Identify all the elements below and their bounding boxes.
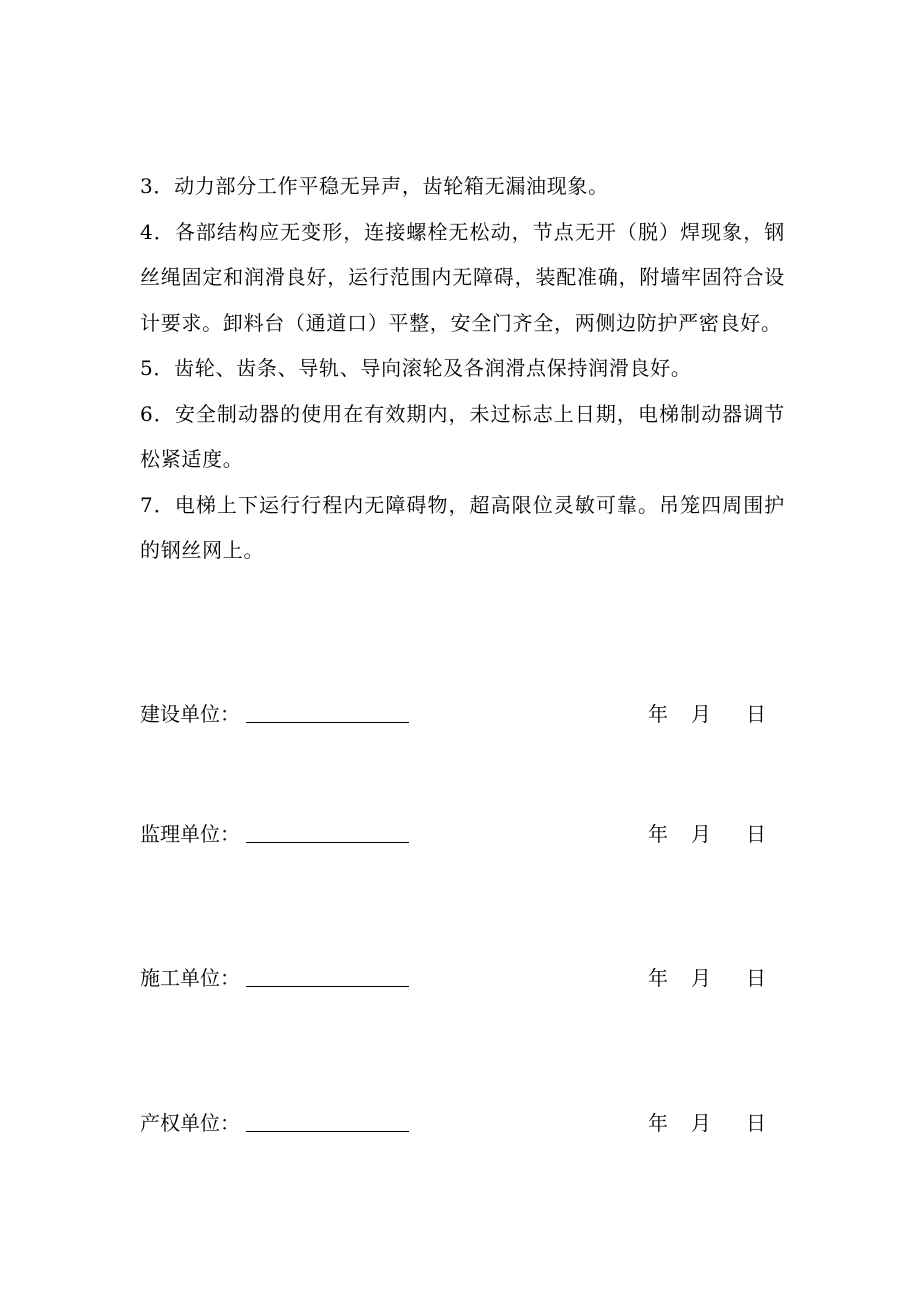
signature-row-construction [140,698,780,730]
requirement-item-6: 6．安全制动器的使用在有效期内，未过标志上日期，电梯制动器调节松紧适度。 [140,401,785,471]
date-day-label: 日 [746,822,766,846]
date-day-label: 日 [746,966,766,990]
inspection-requirements [140,164,785,574]
signature-label: 产权单位： [140,1111,240,1135]
signature-row-contractor [140,962,780,994]
date-year-label: 年 [648,822,668,846]
date-year-label: 年 [648,702,668,726]
date-month-label: 月 [691,966,711,990]
requirement-item-7: 7．电梯上下运行行程内无障碍物，超高限位灵敏可靠。吊笼四周围护的钢丝网上。 [140,492,785,562]
signature-line[interactable] [246,842,409,843]
signature-line[interactable] [246,722,409,723]
requirement-item-5: 5．齿轮、齿条、导轨、导向滚轮及各润滑点保持润滑良好。 [140,356,692,380]
date-day-label: 日 [746,702,766,726]
signature-row-property-owner [140,1107,780,1139]
date-month-label: 月 [691,822,711,846]
requirement-item-4: 4．各部结构应无变形，连接螺栓无松动，节点无开（脱）焊现象，钢丝绳固定和润滑良好，运行范围内无障碍，装配准确，附墙牢固符合设计要求。卸料台（通道口）平整，安全门齐全，两侧边防护严密良好。 [140,219,785,335]
signature-label: 施工单位： [140,966,240,990]
date-month-label: 月 [691,702,711,726]
requirement-item-3: 3．动力部分工作平稳无异声，齿轮箱无漏油现象。 [140,174,609,198]
date-year-label: 年 [648,966,668,990]
signature-line[interactable] [246,986,409,987]
date-year-label: 年 [648,1111,668,1135]
signature-line[interactable] [246,1131,409,1132]
signature-label: 建设单位： [140,702,240,726]
date-month-label: 月 [691,1111,711,1135]
date-day-label: 日 [746,1111,766,1135]
signature-label: 监理单位： [140,822,240,846]
signature-row-supervision [140,818,780,850]
